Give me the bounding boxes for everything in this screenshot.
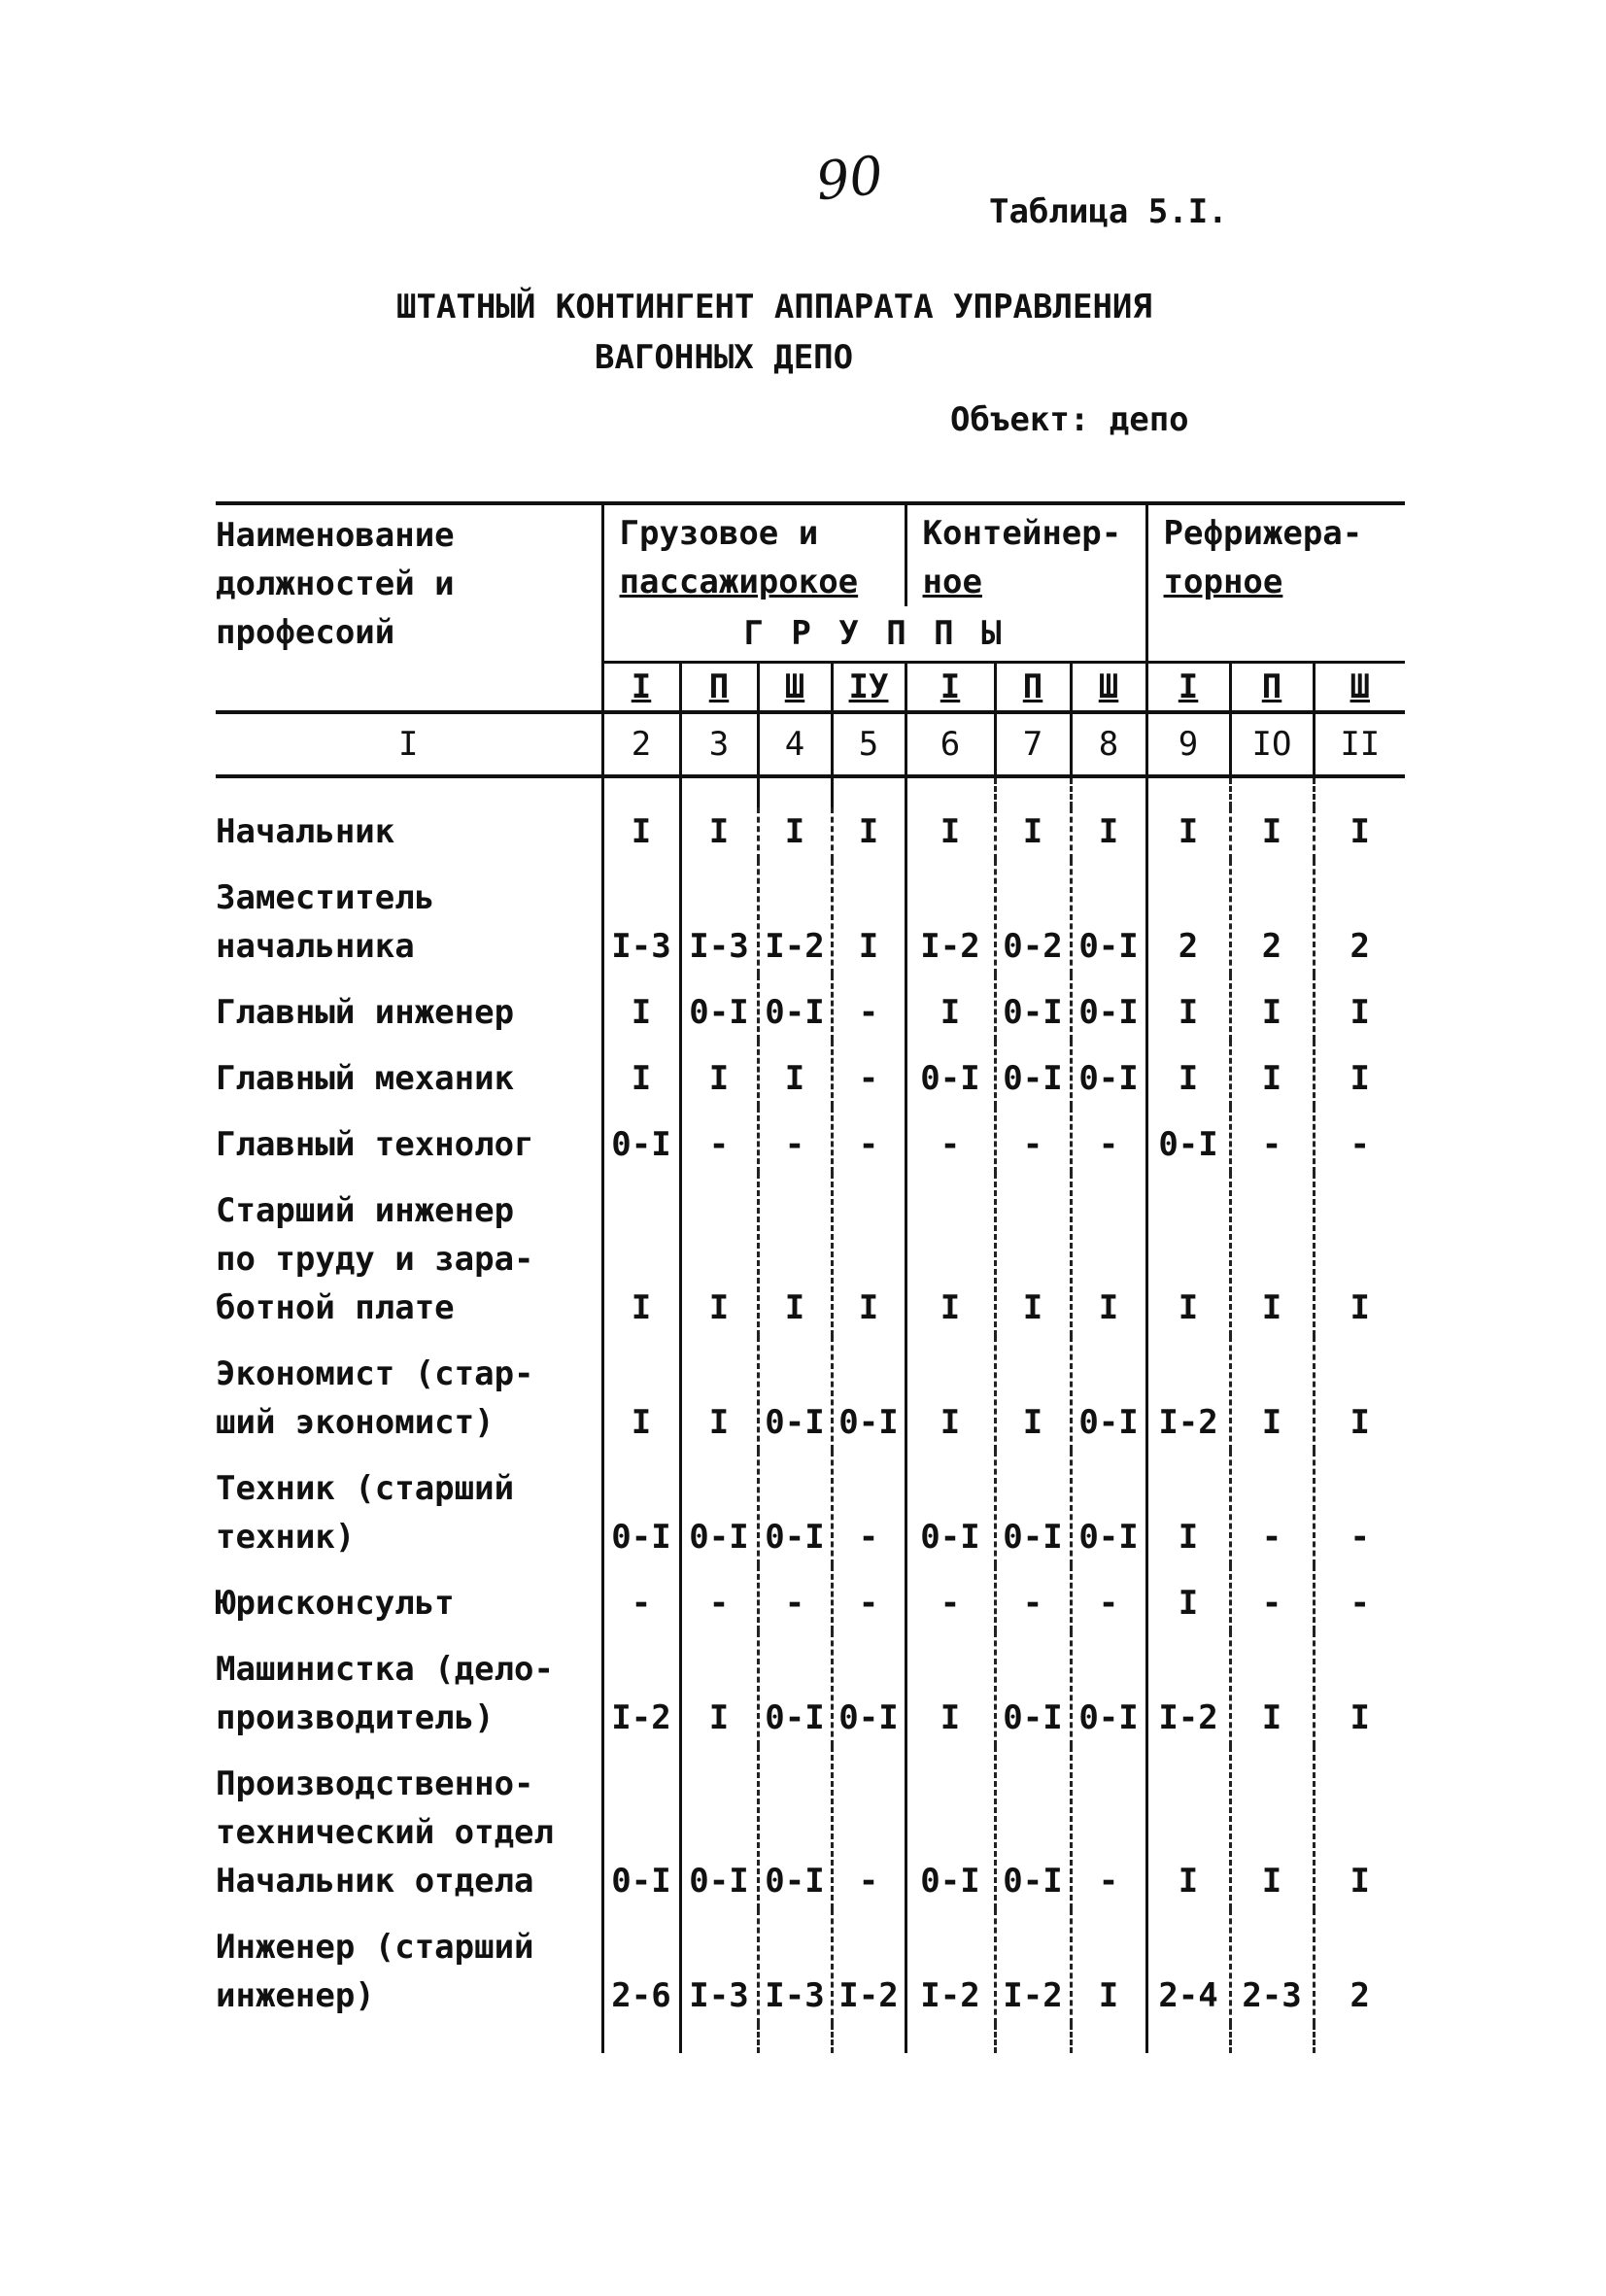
staff-count-cell: I <box>832 860 906 975</box>
group-numeral: Ш <box>758 663 832 713</box>
staff-count-cell: I <box>906 1336 995 1451</box>
staff-count-cell: 0-I <box>995 975 1071 1041</box>
staff-count-cell: I <box>680 1041 758 1107</box>
position-name <box>216 1336 602 1451</box>
column-number: 2 <box>602 712 680 776</box>
category-line: Грузовое и <box>619 514 819 553</box>
staff-count-cell: I <box>680 807 758 860</box>
staff-count-cell: - <box>1230 1565 1314 1631</box>
staff-count-cell: 2 <box>1314 860 1405 975</box>
header-category-freight <box>602 503 906 606</box>
position-name-line: Начальник отдела <box>216 1862 534 1901</box>
position-name-line: Старший инженер <box>216 1191 515 1230</box>
staff-count-cell: - <box>602 1565 680 1631</box>
staff-count-cell: - <box>680 1565 758 1631</box>
position-name <box>216 1746 602 1909</box>
staff-count-cell: I-2 <box>906 860 995 975</box>
position-name-line: технический отдел <box>216 1813 554 1852</box>
staff-count-cell: - <box>995 1565 1071 1631</box>
staff-count-cell: 0-I <box>680 1746 758 1909</box>
staff-count-cell: I <box>758 1041 832 1107</box>
staff-count-cell: 0-I <box>906 1041 995 1107</box>
table-row <box>216 1631 1405 1746</box>
staff-count-cell: 2 <box>1314 1909 1405 2024</box>
staff-count-cell: - <box>680 1107 758 1173</box>
staff-count-cell: I-2 <box>906 1909 995 2024</box>
staff-count-cell: I <box>1146 1041 1230 1107</box>
position-name-line: ботной плате <box>216 1288 455 1327</box>
column-number: 9 <box>1146 712 1230 776</box>
table-row <box>216 1107 1405 1173</box>
staff-count-cell: 0-I <box>602 1107 680 1173</box>
position-name-line: Производственно- <box>216 1765 534 1803</box>
table-title-line-1: ШТАТНЫЙ КОНТИНГЕНТ АППАРАТА УПРАВЛЕНИЯ <box>396 288 1152 326</box>
column-number: 7 <box>995 712 1071 776</box>
table-row <box>216 807 1405 860</box>
position-name <box>216 1173 602 1336</box>
table-row <box>216 1746 1405 1909</box>
staff-count-cell: - <box>1071 1746 1146 1909</box>
table-title-line-2: ВАГОННЫХ ДЕПО <box>595 338 854 377</box>
staff-count-cell: I <box>1146 975 1230 1041</box>
position-name-line: Главный технолог <box>216 1125 534 1164</box>
position-name-line: инженер) <box>216 1976 375 2015</box>
staff-count-cell: 0-I <box>1071 1336 1146 1451</box>
staff-count-cell: 0-2 <box>995 860 1071 975</box>
staff-count-cell: 2-4 <box>1146 1909 1230 2024</box>
staff-count-cell: I-2 <box>1146 1336 1230 1451</box>
header-groups-label: Г Р У П П Ы <box>602 606 1146 663</box>
staff-count-cell: I <box>758 807 832 860</box>
column-number: 8 <box>1071 712 1146 776</box>
staff-count-cell: I <box>1146 807 1230 860</box>
position-name <box>216 1107 602 1173</box>
staff-count-cell: I <box>1230 1173 1314 1336</box>
staff-count-cell: 0-I <box>758 1746 832 1909</box>
staff-count-cell: 0-I <box>1071 1041 1146 1107</box>
group-numeral: П <box>995 663 1071 713</box>
position-name-line: Юрисконсульт <box>216 1584 455 1623</box>
table-body <box>216 807 1405 2053</box>
staff-count-cell: I <box>602 975 680 1041</box>
group-numeral: П <box>680 663 758 713</box>
staff-count-cell: 0-I <box>602 1451 680 1565</box>
position-name <box>216 1565 602 1631</box>
staff-count-cell: I-2 <box>1146 1631 1230 1746</box>
staff-count-cell: I <box>1146 1451 1230 1565</box>
position-name-line: Техник (старший <box>216 1469 515 1508</box>
staff-count-cell: I <box>995 807 1071 860</box>
staff-count-cell: 2 <box>1230 860 1314 975</box>
staff-count-cell: - <box>1314 1565 1405 1631</box>
staff-count-cell: - <box>832 975 906 1041</box>
header-name-line: професоий <box>216 613 395 652</box>
staff-count-cell: I-2 <box>832 1909 906 2024</box>
staff-count-cell: I <box>832 807 906 860</box>
staff-count-cell: 0-I <box>758 1336 832 1451</box>
position-name-line: Заместитель <box>216 878 435 917</box>
header-name-col <box>216 503 602 712</box>
staff-count-cell: I <box>1314 1173 1405 1336</box>
position-name-line: начальника <box>216 927 415 966</box>
position-name-line: производитель) <box>216 1698 495 1737</box>
staff-count-cell: I <box>1230 807 1314 860</box>
staff-count-cell: I <box>1230 975 1314 1041</box>
staff-count-cell: I <box>602 1336 680 1451</box>
group-numeral: I <box>1146 663 1230 713</box>
staff-count-cell: 0-I <box>906 1746 995 1909</box>
staff-count-cell: I <box>906 1631 995 1746</box>
staff-count-cell: I <box>1230 1041 1314 1107</box>
category-line: пассажирокое <box>619 563 859 601</box>
staff-count-cell: I-3 <box>758 1909 832 2024</box>
staff-count-cell: 2-6 <box>602 1909 680 2024</box>
staff-count-cell: I <box>1071 1173 1146 1336</box>
staff-count-cell: I-2 <box>995 1909 1071 2024</box>
staff-count-cell: I <box>1314 1631 1405 1746</box>
staff-count-cell: - <box>1071 1565 1146 1631</box>
category-line: ное <box>922 563 982 601</box>
column-number: IO <box>1230 712 1314 776</box>
staff-count-cell: 0-I <box>602 1746 680 1909</box>
staff-count-cell: I <box>1230 1631 1314 1746</box>
table-row <box>216 1041 1405 1107</box>
staff-count-cell: 0-I <box>680 1451 758 1565</box>
staff-count-cell: - <box>1071 1107 1146 1173</box>
position-name <box>216 860 602 975</box>
staff-count-cell: I <box>1314 1336 1405 1451</box>
staff-count-cell: - <box>906 1107 995 1173</box>
staff-count-cell: 0-I <box>1146 1107 1230 1173</box>
staff-count-cell: I <box>680 1336 758 1451</box>
position-name <box>216 1909 602 2024</box>
column-number: 3 <box>680 712 758 776</box>
column-number: II <box>1314 712 1405 776</box>
staff-count-cell: 0-I <box>832 1631 906 1746</box>
position-name-line: Экономист (стар- <box>216 1354 534 1393</box>
staff-count-cell: 0-I <box>995 1451 1071 1565</box>
staff-count-cell: 2 <box>1146 860 1230 975</box>
staff-count-cell: 0-I <box>680 975 758 1041</box>
staff-count-cell: - <box>1314 1107 1405 1173</box>
group-numeral: Ш <box>1071 663 1146 713</box>
page-number: 90 <box>812 144 886 213</box>
column-number: 5 <box>832 712 906 776</box>
position-name-line: по труду и зара- <box>216 1240 534 1279</box>
table-row <box>216 1909 1405 2024</box>
category-line: торное <box>1163 563 1283 601</box>
staff-count-cell: - <box>1230 1107 1314 1173</box>
table-row <box>216 975 1405 1041</box>
table-row <box>216 1565 1405 1631</box>
staff-count-cell: I <box>1146 1565 1230 1631</box>
group-numeral: I <box>906 663 995 713</box>
staff-count-cell: - <box>832 1041 906 1107</box>
table-row <box>216 1336 1405 1451</box>
staff-count-cell: - <box>832 1107 906 1173</box>
table-header <box>216 503 1405 807</box>
staff-count-cell: 0-I <box>1071 1451 1146 1565</box>
staff-count-cell: 0-I <box>995 1746 1071 1909</box>
position-name-line: Главный механик <box>216 1059 515 1098</box>
staff-count-cell: I-3 <box>680 860 758 975</box>
column-number: 6 <box>906 712 995 776</box>
staff-count-cell: 0-I <box>1071 860 1146 975</box>
staff-count-cell: 0-I <box>995 1631 1071 1746</box>
staff-count-cell: - <box>758 1107 832 1173</box>
staff-count-cell: 0-I <box>906 1451 995 1565</box>
staff-count-cell: I <box>906 1173 995 1336</box>
staff-count-cell: I <box>1314 975 1405 1041</box>
position-name <box>216 807 602 860</box>
group-numeral: Ш <box>1314 663 1405 713</box>
staff-count-cell: 0-I <box>995 1041 1071 1107</box>
staff-count-cell: I <box>995 1336 1071 1451</box>
staff-count-cell: I <box>1230 1336 1314 1451</box>
group-numeral: П <box>1230 663 1314 713</box>
staff-count-cell: I <box>995 1173 1071 1336</box>
column-number: I <box>216 712 602 776</box>
staff-count-cell: 0-I <box>758 975 832 1041</box>
staff-count-cell: I <box>758 1173 832 1336</box>
staff-count-cell: 0-I <box>1071 975 1146 1041</box>
table-row <box>216 1173 1405 1336</box>
staff-count-cell: I-2 <box>602 1631 680 1746</box>
staff-count-cell: - <box>995 1107 1071 1173</box>
staff-count-cell: - <box>906 1565 995 1631</box>
staff-count-cell: I-2 <box>758 860 832 975</box>
table-label: Таблица 5.I. <box>989 192 1228 231</box>
staff-count-cell: 0-I <box>1071 1631 1146 1746</box>
staff-count-cell: - <box>1314 1451 1405 1565</box>
staff-count-cell: I <box>1071 1909 1146 2024</box>
table-row <box>216 860 1405 975</box>
staff-count-cell: I <box>602 1041 680 1107</box>
staff-count-cell: 0-I <box>832 1336 906 1451</box>
table-row <box>216 1451 1405 1565</box>
staff-count-cell: 0-I <box>758 1631 832 1746</box>
staff-count-cell: I <box>1146 1746 1230 1909</box>
staff-count-cell: - <box>758 1565 832 1631</box>
staff-count-cell: I <box>1314 807 1405 860</box>
staff-count-cell: I <box>1230 1746 1314 1909</box>
header-category-container <box>906 503 1146 606</box>
position-name <box>216 1041 602 1107</box>
position-name <box>216 975 602 1041</box>
staff-count-cell: - <box>832 1451 906 1565</box>
header-groups-blank <box>1146 606 1405 663</box>
column-number: 4 <box>758 712 832 776</box>
staff-count-cell: I <box>1314 1041 1405 1107</box>
header-category-refrigerated <box>1146 503 1405 606</box>
staff-count-cell: 2-3 <box>1230 1909 1314 2024</box>
staff-count-cell: I-3 <box>680 1909 758 2024</box>
staff-count-cell: I <box>602 807 680 860</box>
staff-count-cell: I <box>906 807 995 860</box>
position-name-line: техник) <box>216 1518 356 1557</box>
staff-count-cell: - <box>832 1746 906 1909</box>
category-line: Рефрижера- <box>1163 514 1363 553</box>
staff-table <box>216 501 1405 2053</box>
staff-count-cell: I <box>680 1173 758 1336</box>
header-name-line: должностей и <box>216 565 455 603</box>
position-name <box>216 1451 602 1565</box>
position-name-line: Начальник <box>216 812 395 851</box>
position-name-line: ший экономист) <box>216 1403 495 1442</box>
group-numeral: I <box>602 663 680 713</box>
staff-count-cell: - <box>1230 1451 1314 1565</box>
staff-count-cell: I <box>906 975 995 1041</box>
staff-count-cell: I <box>602 1173 680 1336</box>
position-name-line: Машинистка (дело- <box>216 1650 554 1689</box>
object-label: Объект: депо <box>950 400 1189 439</box>
staff-count-cell: 0-I <box>758 1451 832 1565</box>
staff-count-cell: I <box>832 1173 906 1336</box>
position-name-line: Инженер (старший <box>216 1928 534 1967</box>
position-name-line: Главный инженер <box>216 993 515 1032</box>
staff-count-cell: I-3 <box>602 860 680 975</box>
category-line: Контейнер- <box>922 514 1122 553</box>
group-numeral: ІУ <box>832 663 906 713</box>
position-name <box>216 1631 602 1746</box>
staff-count-cell: I <box>1314 1746 1405 1909</box>
header-name-line: Наименование <box>216 516 455 555</box>
staff-count-cell: I <box>680 1631 758 1746</box>
staff-count-cell: I <box>1146 1173 1230 1336</box>
staff-count-cell: I <box>1071 807 1146 860</box>
staff-count-cell: - <box>832 1565 906 1631</box>
